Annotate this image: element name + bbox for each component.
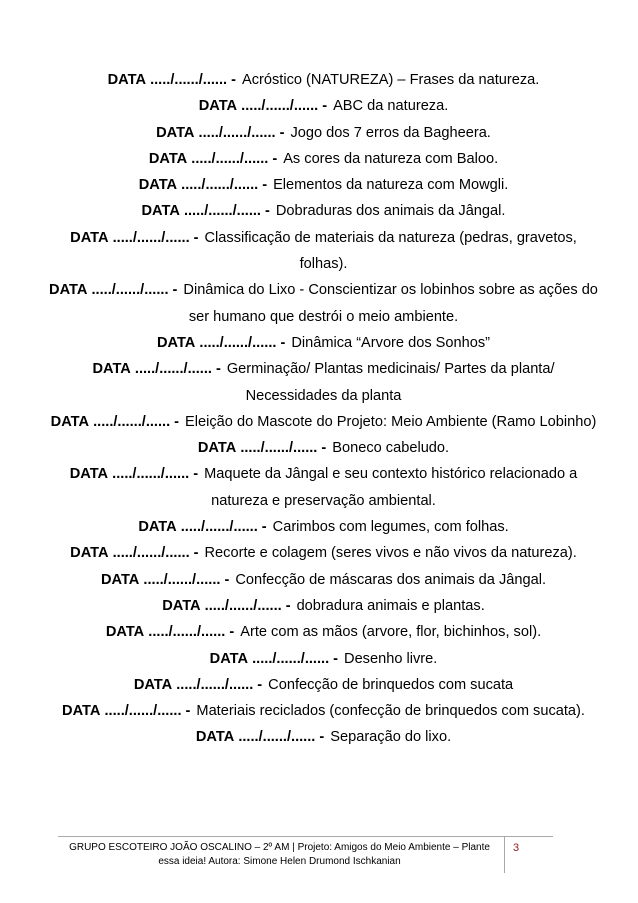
entry-separator: -: [279, 124, 285, 141]
entry-separator: -: [193, 545, 199, 562]
date-label: DATA: [92, 361, 131, 378]
entry-separator: -: [319, 729, 325, 746]
date-placeholder: ...../....../......: [134, 361, 212, 378]
activity-entry: [48, 593, 599, 619]
date-placeholder: ...../....../......: [104, 703, 182, 720]
entry-separator: -: [272, 150, 278, 167]
activity-text: Elementos da natureza com Mowgli.: [273, 177, 509, 194]
activity-entry: [48, 567, 599, 593]
date-placeholder: ...../....../......: [91, 282, 169, 299]
entry-separator: -: [322, 98, 328, 115]
date-label: DATA: [49, 282, 88, 299]
date-label: DATA: [198, 98, 238, 115]
date-label: DATA: [141, 203, 180, 220]
activity-text: Dinâmica do Lixo - Conscientizar os lobinhos sobre as ações do ser humano que destrói o meio ambiente.: [183, 282, 598, 325]
date-placeholder: ...../....../......: [198, 124, 276, 141]
entry-separator: -: [321, 440, 327, 457]
entry-separator: -: [172, 282, 178, 299]
date-placeholder: ...../....../......: [204, 597, 282, 614]
entry-separator: -: [215, 361, 221, 378]
activity-text: Carimbos com legumes, com folhas.: [272, 519, 509, 536]
activity-text: Arte com as mãos (arvore, flor, bichinhos, sol).: [240, 624, 542, 641]
date-placeholder: ...../....../......: [148, 624, 226, 641]
date-placeholder: ...../....../......: [180, 519, 258, 536]
date-placeholder: ...../....../......: [183, 203, 261, 220]
entry-separator: -: [229, 624, 235, 641]
activity-text: Boneco cabeludo.: [332, 440, 450, 457]
activity-text: As cores da natureza com Baloo.: [283, 150, 499, 167]
activity-entry: [48, 514, 599, 540]
activity-text: Classificação de materiais da natureza (pedras, gravetos, folhas).: [204, 229, 577, 273]
activity-entry: [48, 619, 599, 645]
activity-text: Acróstico (NATUREZA) – Frases da natureza.: [241, 72, 540, 88]
date-label: DATA: [195, 729, 235, 746]
entry-separator: -: [265, 203, 270, 220]
date-label: DATA: [105, 624, 145, 641]
date-placeholder: ...../....../......: [238, 729, 316, 746]
activity-entry: [48, 435, 599, 461]
date-placeholder: ...../....../......: [112, 229, 190, 246]
entry-separator: -: [280, 334, 286, 351]
entry-separator: -: [285, 597, 291, 614]
activity-entry: [48, 540, 599, 566]
date-label: DATA: [209, 650, 249, 667]
activity-text: Confecção de brinquedos com sucata: [268, 676, 514, 693]
date-label: DATA: [107, 72, 146, 88]
date-label: DATA: [156, 124, 195, 141]
activity-entry: [48, 67, 599, 93]
activity-entry: [48, 409, 599, 435]
activity-text: Maquete da Jângal e seu contexto histórico relacionado a natureza e preservação ambiental.: [204, 466, 578, 509]
date-label: DATA: [148, 150, 188, 167]
date-placeholder: ...../....../......: [176, 676, 254, 693]
entry-separator: -: [224, 571, 230, 588]
page-number-box: [504, 837, 557, 873]
activity-entry: [48, 225, 599, 278]
page-footer: [58, 836, 553, 873]
activity-text: Dobraduras dos animais da Jângal.: [275, 203, 506, 220]
activity-entry: [48, 698, 599, 724]
date-placeholder: ...../....../......: [143, 571, 221, 588]
activity-entry: [48, 198, 599, 224]
date-label: DATA: [138, 519, 177, 536]
activity-text: Dinâmica “Arvore dos Sonhos”: [291, 334, 491, 351]
activity-text: Separação do lixo.: [330, 729, 452, 746]
date-label: DATA: [69, 466, 109, 483]
activity-text: ABC da natureza.: [333, 98, 449, 115]
activity-entry: [48, 330, 599, 356]
activity-text: Desenho livre.: [344, 650, 438, 667]
date-label: DATA: [62, 703, 101, 720]
date-label: DATA: [70, 545, 109, 562]
activity-text: Materiais reciclados (confecção de brinquedos com sucata).: [196, 703, 585, 720]
activity-entry: [48, 120, 599, 146]
entry-separator: -: [193, 229, 199, 246]
activity-text: Recorte e colagem (seres vivos e não vivos da natureza).: [204, 545, 577, 562]
activity-entry: [48, 172, 599, 198]
date-label: DATA: [162, 597, 201, 614]
date-label: DATA: [197, 440, 237, 457]
date-placeholder: ...../....../......: [241, 98, 319, 115]
entry-separator: -: [193, 466, 199, 483]
date-label: DATA: [156, 334, 196, 351]
activity-text: dobradura animais e plantas.: [296, 597, 485, 614]
date-label: DATA: [70, 229, 109, 246]
date-label: DATA: [138, 177, 178, 194]
activity-entry: [48, 93, 599, 119]
activity-text: Germinação/ Plantas medicinais/ Partes da planta/ Necessidades da planta: [226, 361, 555, 404]
activity-entry: [48, 356, 599, 409]
entry-separator: -: [174, 413, 180, 430]
entry-separator: -: [185, 703, 191, 720]
entry-separator: -: [257, 676, 263, 693]
activity-text: Confecção de máscaras dos animais da Jângal.: [235, 571, 547, 588]
date-placeholder: ...../....../......: [199, 334, 277, 351]
date-label: DATA: [50, 413, 90, 430]
activity-entry: [48, 672, 599, 698]
footer-text: GRUPO ESCOTEIRO JOÃO OSCALINO – 2º AM | Projeto: Amigos do Meio Ambiente – Plante essa ideia! Autora: Simone Helen Drumond Ischkanian: [69, 842, 490, 867]
entry-separator: -: [231, 72, 236, 88]
activity-entry: [48, 724, 599, 750]
activity-list: [48, 67, 599, 751]
entry-separator: -: [333, 650, 339, 667]
date-placeholder: ...../....../......: [112, 466, 190, 483]
date-placeholder: ...../....../......: [150, 72, 228, 88]
activity-entry: [48, 146, 599, 172]
date-placeholder: ...../....../......: [252, 650, 330, 667]
activity-entry: [48, 461, 599, 514]
date-placeholder: ...../....../......: [181, 177, 259, 194]
date-placeholder: ...../....../......: [112, 545, 190, 562]
date-label: DATA: [100, 571, 140, 588]
date-placeholder: ...../....../......: [93, 413, 171, 430]
activity-entry: [48, 277, 599, 330]
entry-separator: -: [262, 177, 268, 194]
date-label: DATA: [133, 676, 173, 693]
activity-entry: [48, 646, 599, 672]
page-number: 3: [513, 842, 520, 854]
activity-text: Eleição do Mascote do Projeto: Meio Ambiente (Ramo Lobinho): [185, 413, 597, 430]
date-placeholder: ...../....../......: [191, 150, 269, 167]
activity-text: Jogo dos 7 erros da Bagheera.: [290, 124, 491, 141]
date-placeholder: ...../....../......: [240, 440, 318, 457]
entry-separator: -: [261, 519, 267, 536]
